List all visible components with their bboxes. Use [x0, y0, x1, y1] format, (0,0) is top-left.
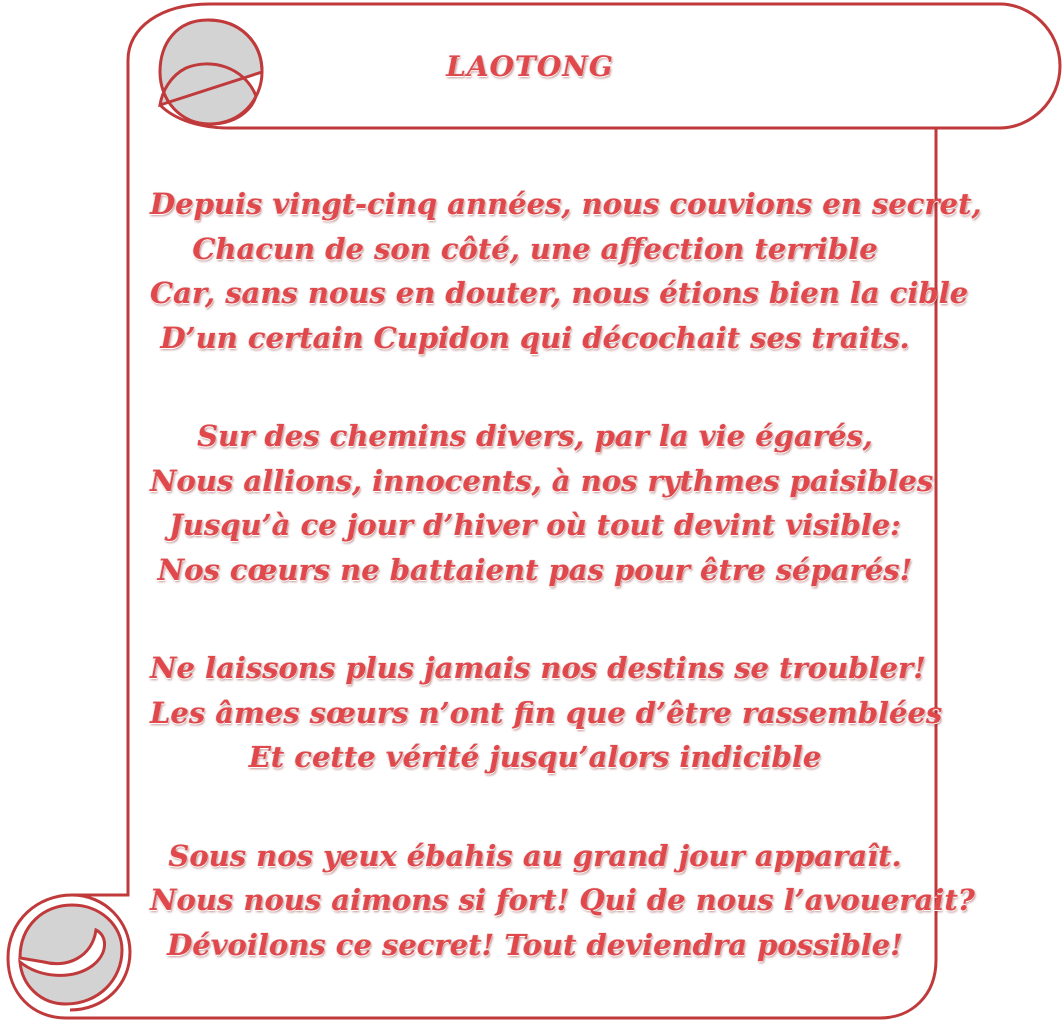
poem-line: Nos cœurs ne battaient pas pour être séparés! — [157, 552, 913, 587]
poem-line: Et cette vérité jusqu’alors indicible — [248, 740, 822, 774]
poem-line: Sous nos yeux ébahis au grand jour apparaît. — [168, 838, 902, 873]
poem-title: LAOTONG — [446, 50, 614, 83]
poem-line: Depuis vingt-cinq années, nous couvions en secret, — [150, 187, 982, 221]
poem-line: Chacun de son côté, une affection terrible — [192, 231, 878, 266]
poem-body — [150, 182, 982, 1021]
poem-line: Ne laissons plus jamais nos destins se troubler! — [150, 651, 926, 685]
bottom-curl — [20, 905, 122, 1004]
stanza-3 — [150, 646, 943, 780]
poem-line: Nous nous aimons si fort! Qui de nous l’avouerait? — [150, 883, 975, 917]
poem-line: Sur des chemins divers, par la vie égarés, — [197, 419, 873, 453]
poem-line: Les âmes sœurs n’ont fin que d’être rassemblées — [150, 695, 943, 730]
poem-line: Dévoilons ce secret! Tout deviendra possible! — [167, 927, 903, 962]
poem-line: D’un certain Cupidon qui décochait ses traits. — [160, 320, 910, 355]
stanza-4 — [150, 834, 975, 968]
stanza-2 — [150, 414, 934, 592]
poem-line: Jusqu’à ce jour d’hiver où tout devint visible: — [169, 508, 901, 542]
stanza-1 — [150, 182, 982, 360]
poem-line: Nous allions, innocents, à nos rythmes paisibles — [150, 463, 934, 498]
poem-line: Car, sans nous en douter, nous étions bien la cible — [150, 276, 969, 310]
